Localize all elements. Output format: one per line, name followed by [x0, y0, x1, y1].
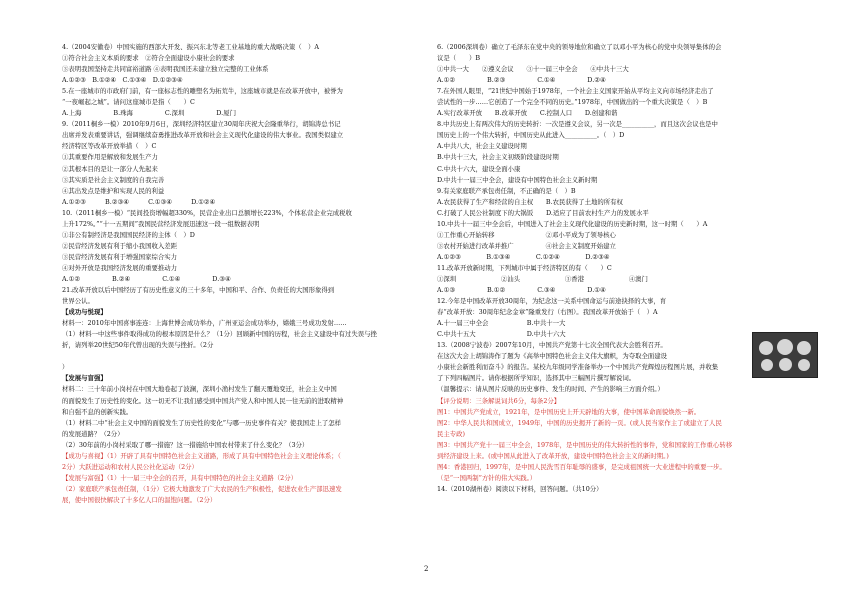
- text-line: ③民营经济发展有利于增强国家综合实力: [62, 252, 178, 261]
- text-line: 5.在一座城市的市政府门前，有一座标志性的雕塑名为拓荒牛，这座城市就是在改革开放中，被誉为: [62, 87, 343, 96]
- text-line: （1）材料二中“社会主义中国的面貌发生了历史性的变化”与哪一历史事件有关？使我国走上了怎样: [62, 418, 342, 427]
- text-line: 14.（2010湖州卷）阅读以下材料，回答问题。（共10分）: [437, 484, 603, 493]
- text-line: B.中共十三大，社会主义初级阶段建设时期: [437, 153, 559, 162]
- answer-line: 到经济建设上来。(或中国从此进入了改革开放，建设中国特色社会主义的新时期。): [437, 451, 669, 460]
- text-line: 议是（ ）B: [437, 54, 481, 63]
- answer-line: （2）家庭联产承包责任制，（1分）它极大地激发了广大农民的生产积极性，促进农业生产部迅速发: [62, 484, 342, 493]
- text-line: A.①②③ B.②③④ C.①③④ D.①②④: [62, 197, 216, 206]
- text-line: ）: [62, 363, 69, 372]
- text-line: 8.中共历史上有两次伟大的历史转折：一次是遵义会议，另一次是__________，而且这次会议也是中: [437, 120, 718, 129]
- commemorative-medal-photo: [752, 332, 818, 378]
- section-heading: 【成功与悦现】: [62, 308, 107, 317]
- page-number: 2: [424, 565, 429, 573]
- text-line: “一夜崛起之城”。请问这座城市是指（ ）C: [62, 98, 195, 107]
- text-line: 出席并发表重要讲话，强调继续奋勇推进改革开放和社会主义现代化建设的伟大事业。我国类似建立: [62, 131, 344, 140]
- text-line: 6.（2006深圳卷）确立了毛泽东在党中央的领导地位和确立了以邓小平为核心的党中央领导集体的会: [437, 43, 722, 51]
- text-line: ①工作重心开始转移 ②邓小平成为了领导核心: [437, 230, 616, 239]
- text-line: A.实行改革开放 B.改革开放 C.控制人口 D.创建和谐: [437, 109, 618, 118]
- answer-line: 民主专政): [437, 429, 466, 438]
- text-line: A.十一届三中全会 B.中共十一大: [437, 319, 566, 328]
- answer-line: （是“一国两制”方针的伟大实践。）: [437, 473, 537, 482]
- text-line: 10.中共十一届三中全会后，中国进入了社会主义现代化建设的历史新时期，这一时期（ ）A: [437, 219, 708, 228]
- text-line: ③其实质是社会主义制度的自我完善: [62, 175, 165, 184]
- text-line: 和自强不息的创新实践。: [62, 407, 133, 416]
- text-line: 在这次大会上胡锦涛作了题为《高举中国特色社会主义伟大旗帜，为夺取全面建设: [437, 352, 668, 361]
- text-line: A.①③ B.①② C.③④ D.①④: [437, 286, 606, 295]
- text-line: ④对外开放是我国经济发展的重要推动力: [62, 263, 178, 272]
- text-line: A.①② B.②③ C.①④ D.②④: [437, 76, 606, 85]
- text-line: 的发展道路？（2分）: [62, 429, 124, 438]
- text-line: （1）材料一中这些事件取得成功的根本原因是什么？（1分）回顾新中国的历程，社会主义建设中有过失误与挫: [62, 330, 377, 339]
- text-line: 材料一：2010年中国喜事连连：上海世博会成功举办，广州亚运会成功举办，嫦娥三号成功发射……: [62, 319, 347, 328]
- text-line: C.中共十六大，建设全面小康: [437, 164, 521, 173]
- text-line: D.中共十一届三中全会，建设有中国特色社会主义新时期: [437, 175, 598, 184]
- answer-line: 【成功与喜视】（1）开辟了具有中国特色社会主义道路，形成了具有中国特色社会主义理论体系；（: [62, 451, 341, 460]
- answer-line: 图3：中国共产党十一届三中全会，1978年，是中国历史的伟大转折性的事件，党和国家的工作重心转移: [437, 440, 733, 449]
- right-column: [437, 42, 809, 495]
- answer-line: 【发展与富强】（1）十一届三中全会的召开，具有中国特色的社会主义道路（2分）: [62, 473, 297, 482]
- text-line: 尝试性的一步……它创造了一个完全不同的历史。”1978年，中国做出的一个重大决策是（ ）B: [437, 98, 708, 107]
- text-line: 上升172%。”“十一五期间”我国民营经济发展迅速这一段一组数据表明: [62, 219, 260, 228]
- answer-line: 【评分说明：三条解说词共6分，每条2分】: [437, 396, 561, 405]
- text-line: [62, 351, 434, 362]
- text-line: 10.（2011桐乡一模）“民间投资增幅超330%，民营企业出口总额增长223%，个体私营企业完成税收: [62, 208, 352, 217]
- text-line: A.①②③ B.①③④ C.①②④ D.②③④: [437, 252, 610, 261]
- text-line: 经济特区等改革开放举措（ ）C: [62, 142, 157, 151]
- text-line: 4.（2004安徽卷）中国实施的西部大开发、振兴东北等老工业基地的重大战略决策（ ）A: [62, 43, 320, 51]
- text-line: A.上海 B.珠海 C.深圳 D.厦门: [62, 109, 236, 118]
- left-column: [62, 42, 434, 506]
- answer-line: 展，使中国很快解决了十多亿人口的温饱问题。（2分）: [62, 495, 217, 504]
- text-line: C.中共十五大 D.中共十六大: [437, 330, 566, 339]
- text-line: 7.在外国人眼里，“21世纪中国始于1978年，一个社会主义国家开始从平均主义向市场经济走出了: [437, 87, 714, 96]
- text-line: 的面貌发生了历史性的变化。这一切无不让我们感受到中国共产党人和中国人民一往无前的进取精神: [62, 396, 344, 405]
- text-line: A.①② B.②④ C.①④ D.③④: [62, 274, 231, 283]
- answer-line: 图2：中华人民共和国成立，1949年，中国的历史揭开了新的一页。(或人民当家作主了或建立了人民: [437, 418, 722, 427]
- text-line: 21.改革开放以后中国经历了有历史性意义的三十多年，中国和平、合作、负责任的大国形象得到: [62, 286, 335, 295]
- text-line: 春“改革开放：30周年纪念金章”隆重发行（右图）。我国改革开放始于（ ）A: [437, 308, 658, 317]
- text-line: A.①②③ B.①②④ C.①③④ D.①②③④: [62, 76, 183, 85]
- text-line: 9.有关家庭联产承包责任制，不正确的是（ ）B: [437, 186, 576, 195]
- text-line: ③农村开始进行改革并推广 ④社会主义制度开始建立: [437, 241, 616, 250]
- text-line: 国历史上的一个伟大转折，中国历史从此进入__________。（ ）D: [437, 131, 625, 140]
- text-line: 11.改革开放新时期，下列城市中属于经济特区的有（ ）C: [437, 263, 612, 272]
- text-line: ①其重要作用是解放和发展生产力: [62, 153, 158, 162]
- text-line: 材料二：三十年前小岗村在中国大地卷起了波澜，深圳小渔村发生了翻天覆地变迁，社会主义中国: [62, 385, 337, 394]
- text-line: ①中共一大 ②遵义会议 ③十一届三中全会 ④中共十三大: [437, 65, 629, 74]
- text-line: ③表明我国坚持走共同富裕道路 ④表明我国还未建立独立完整的工业体系: [62, 65, 269, 74]
- text-line: ④其出发点是维护和实现人民的利益: [62, 186, 165, 195]
- text-line: 折，请列举20世纪50年代曾出现的失误与挫折。（2分: [62, 341, 214, 350]
- text-line: 世界公认。: [62, 297, 94, 306]
- text-line: C.打破了人民公社制度下的大锅饭 D.适应了目前农村生产力的发展水平: [437, 208, 649, 217]
- answer-line: 图4：香港回归，1997年，是中国人民洗雪百年耻辱的盛事，是完成祖国统一大业进程中的重要一步。: [437, 462, 726, 471]
- text-line: ①非公有制经济是我国国民经济的主体（ ）D: [62, 230, 195, 239]
- text-line: 9.（2011桐乡一模）2010年9月6日，深圳经济特区建立30周年庆祝大会隆重举行，胡锦涛总书记: [62, 120, 341, 129]
- text-line: 13.（2008宁波卷）2007年10月，中国共产党第十七次全国代表大会胜利召开。: [437, 341, 667, 350]
- text-line: A.中共八大，社会主义建设时期: [437, 142, 527, 151]
- section-heading: 【发展与盲强】: [62, 374, 107, 383]
- answer-line: 2分）大跃进运动和农村人民公社化运动（2分）: [62, 462, 198, 471]
- text-line: ②其根本目的是让一部分人先起来: [62, 164, 158, 173]
- answer-line: 图1：中国共产党成立，1921年，是中国历史上开天辟地的大事，使中国革命面貌焕然一新。: [437, 407, 701, 416]
- text-line: 12.今年是中国改革开放30周年，为纪念这一关系中国命运与前途抉择的大事，育: [437, 297, 667, 306]
- text-line: ①符合社会主义本质的要求 ②符合全面建设小康社会的要求: [62, 54, 235, 63]
- text-line: （温馨提示：请从图片反映的历史事件、发生的时间、产生的影响三方面介绍。）: [437, 385, 664, 394]
- text-line: ②民营经济发展有利于缩小我国收入差距: [62, 241, 178, 250]
- text-line: 小康社会新胜利而奋斗》的报告。某校九年级同学准备举办一个中国共产党辉煌历程图片展，并收集: [437, 363, 719, 372]
- text-line: 了下列四幅图片。请你根据所学知识，选择其中三幅图片撰写解说词。: [437, 374, 636, 383]
- text-line: （2）30年前的小岗村采取了哪一措施？这一措施给中国农村带来了什么变化？（3分）: [62, 440, 309, 449]
- text-line: A.农民获得了生产和经营的自主权 B.农民获得了土地的所有权: [437, 197, 623, 206]
- text-line: ①深圳 ②汕头 ③香港 ④澳门: [437, 274, 648, 283]
